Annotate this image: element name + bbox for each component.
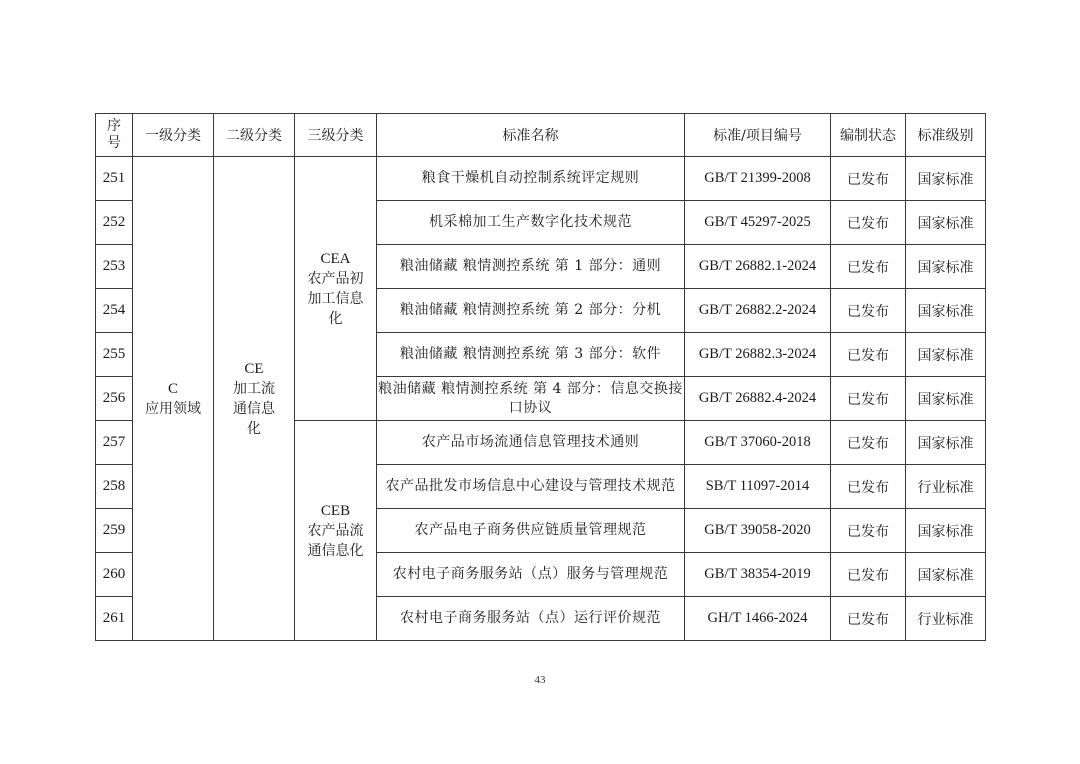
row-seq: 256 (96, 377, 133, 421)
row-code: GH/T 1466-2024 (685, 597, 831, 641)
row-code: GB/T 37060-2018 (685, 421, 831, 465)
level1-code: C (167, 380, 178, 397)
row-grade: 国家标准 (906, 421, 986, 465)
level3-code: CEB (320, 502, 351, 519)
header-seq: 序号 (96, 114, 133, 157)
row-status: 已发布 (831, 553, 906, 597)
row-grade: 行业标准 (906, 465, 986, 509)
row-code: GB/T 21399-2008 (685, 157, 831, 201)
row-name: 农产品批发市场信息中心建设与管理技术规范 (377, 465, 685, 509)
row-status: 已发布 (831, 377, 906, 421)
row-grade: 国家标准 (906, 377, 986, 421)
header-level2: 二级分类 (214, 114, 295, 157)
row-code: GB/T 26882.3-2024 (685, 333, 831, 377)
row-seq: 254 (96, 289, 133, 333)
row-seq: 252 (96, 201, 133, 245)
row-name: 农产品电子商务供应链质量管理规范 (377, 509, 685, 553)
level3-label: 农产品初加工信息化 (307, 270, 364, 327)
standards-table (95, 113, 986, 641)
row-status: 已发布 (831, 157, 906, 201)
level3-cell-cea (295, 157, 377, 421)
header-row (96, 114, 986, 157)
row-grade: 行业标准 (906, 597, 986, 641)
row-seq: 260 (96, 553, 133, 597)
row-seq: 257 (96, 421, 133, 465)
row-name: 粮油储藏 粮情测控系统 第 4 部分：信息交换接口协议 (377, 377, 685, 421)
header-level1: 一级分类 (133, 114, 214, 157)
row-name: 粮食干燥机自动控制系统评定规则 (377, 157, 685, 201)
row-status: 已发布 (831, 333, 906, 377)
row-seq: 251 (96, 157, 133, 201)
row-code: GB/T 26882.4-2024 (685, 377, 831, 421)
header-grade: 标准级别 (906, 114, 986, 157)
row-seq: 261 (96, 597, 133, 641)
row-name: 粮油储藏 粮情测控系统 第 1 部分：通则 (377, 245, 685, 289)
row-code: GB/T 45297-2025 (685, 201, 831, 245)
row-grade: 国家标准 (906, 333, 986, 377)
header-name: 标准名称 (377, 114, 685, 157)
row-code: GB/T 26882.2-2024 (685, 289, 831, 333)
row-status: 已发布 (831, 245, 906, 289)
row-seq: 253 (96, 245, 133, 289)
row-status: 已发布 (831, 289, 906, 333)
level1-label: 应用领域 (145, 400, 201, 417)
row-name: 农村电子商务服务站（点）运行评价规范 (377, 597, 685, 641)
header-status: 编制状态 (831, 114, 906, 157)
row-status: 已发布 (831, 597, 906, 641)
row-seq: 258 (96, 465, 133, 509)
row-name: 粮油储藏 粮情测控系统 第 3 部分：软件 (377, 333, 685, 377)
table-row (96, 157, 986, 201)
level3-label: 农产品流通信息化 (307, 522, 364, 559)
row-status: 已发布 (831, 509, 906, 553)
page-number: 43 (534, 674, 546, 686)
row-grade: 国家标准 (906, 245, 986, 289)
row-name: 农产品市场流通信息管理技术通则 (377, 421, 685, 465)
level2-cell (214, 157, 295, 641)
row-name: 农村电子商务服务站（点）服务与管理规范 (377, 553, 685, 597)
row-grade: 国家标准 (906, 553, 986, 597)
level3-code: CEA (320, 250, 351, 267)
level1-cell (133, 157, 214, 641)
row-status: 已发布 (831, 201, 906, 245)
level2-label: 加工流通信息化 (233, 380, 275, 437)
row-code: GB/T 38354-2019 (685, 553, 831, 597)
row-name: 机采棉加工生产数字化技术规范 (377, 201, 685, 245)
header-code: 标准/项目编号 (685, 114, 831, 157)
row-code: GB/T 39058-2020 (685, 509, 831, 553)
row-seq: 259 (96, 509, 133, 553)
row-code: SB/T 11097-2014 (685, 465, 831, 509)
level3-cell-ceb (295, 421, 377, 641)
row-grade: 国家标准 (906, 201, 986, 245)
row-status: 已发布 (831, 465, 906, 509)
row-grade: 国家标准 (906, 157, 986, 201)
row-grade: 国家标准 (906, 289, 986, 333)
row-seq: 255 (96, 333, 133, 377)
header-level3: 三级分类 (295, 114, 377, 157)
row-grade: 国家标准 (906, 509, 986, 553)
row-name: 粮油储藏 粮情测控系统 第 2 部分：分机 (377, 289, 685, 333)
row-status: 已发布 (831, 421, 906, 465)
row-code: GB/T 26882.1-2024 (685, 245, 831, 289)
level2-code: CE (244, 360, 264, 377)
